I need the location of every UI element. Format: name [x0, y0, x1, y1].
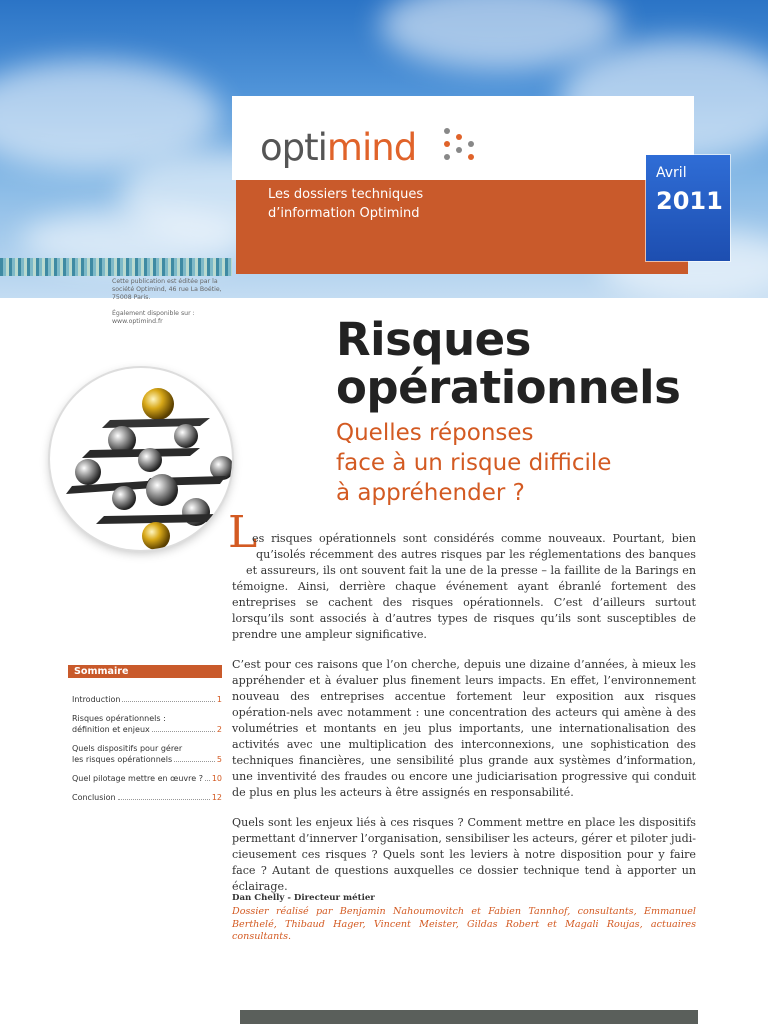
author-signature: Dan Chelly - Directeur métier: [232, 893, 375, 903]
intro-paragraph-1: es risques opérationnels sont considérés comme nouveaux. Pourtant, bien qu’isolés récemment des autres risques par les réglementations des banques et assureurs, ils ont souvent fait la une de la presse – la faillite de la Barings en témoigne. Ainsi, derrière chaque événement ayant ébranlé fortement des entreprises se cachent des risques opérationnels. C’est d’ailleurs surtout lorsqu’ils sont associés à d’autres types de risques qu’ils sont susceptibles de prendre une ampleur significative.: [232, 532, 696, 641]
drop-cap: L: [228, 507, 258, 558]
intro-paragraph-3: Quels sont les enjeux liés à ces risques ? Comment mettre en place les dispositifs permettant d’innerver l’organisation, sensibiliser les acteurs, gérer et piloter judi-cieusement ces risques ? Quels sont les leviers à notre disposition pour y faire face ? Autant de questions auxquelles ce dossier technique tend à apporter un éclairage.: [232, 816, 696, 893]
publisher-note: Cette publication est éditée par la société Optimind, 46 rue La Boétie, 75008 Paris. Également disponible sur : www.optimind.fr: [112, 278, 222, 325]
stacked-spheres-icon: [50, 368, 232, 550]
page-subtitle: Quelles réponses face à un risque difficile à appréhender ?: [336, 420, 612, 506]
footer-bar: [240, 1010, 698, 1024]
grass-strip: [0, 258, 232, 276]
toc-item-conclusion[interactable]: Conclusion 12: [72, 793, 222, 802]
table-of-contents: [72, 694, 222, 811]
page-title: Risques opérationnels: [336, 313, 681, 414]
optimind-logo: optimind: [260, 126, 417, 169]
toc-item-definition[interactable]: Risques opérationnels : définition et enjeux 2: [72, 714, 222, 734]
tagline: Les dossiers techniques d’information Optimind: [268, 187, 424, 221]
toc-item-introduction[interactable]: Introduction 1: [72, 695, 222, 704]
intro-paragraph-2: C’est pour ces raisons que l’on cherche, depuis une dizaine d’années, à mieux les appréhender et à évaluer plus finement leurs impacts. En effet, l’environnement nouveau des entreprises accentue fortement leur exposition aux risques opération-nels avec notamment : une concentration des acteurs qui amène à des volumétries et montants en jeu plus importants, une internationalisation des activités avec une multiplication des interconnexions, une sophistication des techniques financières, une sensibilité plus grande aux systèmes d’information, une inventivité des fraudes ou encore une judiciarisation progressive qui conduit de plus en plus les acteurs à être assignés en responsabilité.: [232, 658, 696, 799]
logo-dots-icon: [442, 127, 482, 161]
toc-item-dispositifs[interactable]: Quels dispositifs pour gérer les risques opérationnels 5: [72, 744, 222, 764]
date-box: [646, 155, 730, 261]
date-month: Avril: [656, 165, 687, 181]
balance-spheres-illustration: [50, 368, 232, 550]
toc-heading: Sommaire: [68, 665, 222, 678]
date-year: 2011: [656, 187, 723, 215]
author-credits: Dossier réalisé par Benjamin Nahoumovitch et Fabien Tannhof, consultants, Emmanuel Berthelé, Thibaud Hager, Vincent Meister, Gildas Robert et Magali Roujas, actuaires consultants.: [232, 906, 696, 942]
toc-item-pilotage[interactable]: Quel pilotage mettre en œuvre ? 10: [72, 774, 222, 783]
